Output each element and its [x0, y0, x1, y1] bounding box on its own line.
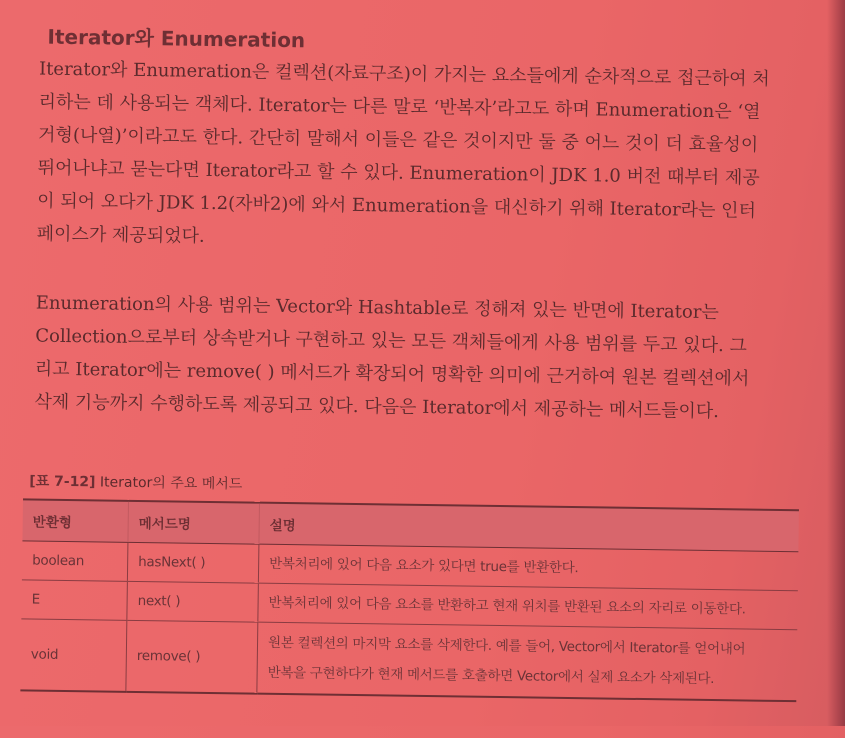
table-caption — [29, 470, 242, 493]
description-line: 반복처리에 있어 다음 요소를 반환하고 현재 위치를 반환된 요소의 자리로 이동한다. — [268, 594, 746, 618]
paragraph-line: Enumeration의 사용 범위는 Vector와 Hashtable로 정해져 있는 반면에 Iterator는 — [35, 292, 719, 324]
header-return-type: 반환형 — [22, 499, 128, 542]
section-title: Iterator와 Enumeration — [47, 24, 306, 53]
cell-return-type: void — [20, 619, 126, 692]
paragraph-line: Collection으로부터 상속받거나 구현하고 있는 모든 객체들에게 사용 범위를 두고 있다. 그 — [35, 325, 748, 357]
cell-method-name: remove( ) — [126, 620, 258, 693]
iterator-methods-table — [20, 498, 799, 702]
paragraph-line: 거형(나열)’이라고도 한다. 간단히 말해서 이들은 같은 것이지만 둘 중 어느 것이 더 효율성이 — [37, 124, 759, 156]
description-line: 반복처리에 있어 다음 요소가 있다면 true를 반환한다. — [269, 555, 579, 577]
paragraph-line: 리고 Iterator에는 remove( ) 메서드가 확장되어 명확한 의미에 근거하여 원본 컬렉션에서 — [34, 358, 750, 390]
table-caption-number: [표 7-12] — [29, 473, 96, 491]
description-line: 원본 컬렉션의 마지막 요소를 삭제한다. 예를 들어, Vector에서 Iterator를 얻어내어 — [267, 634, 746, 658]
paragraph-line: 이 되어 오다가 JDK 1.2(자바2)에 와서 Enumeration을 대신하기 위해 Iterator라는 인터 — [37, 190, 757, 222]
paragraph-line: 리하는 데 사용되는 객체다. Iterator는 다른 말로 ‘반복자’라고도 하며 Enumeration은 ‘열 — [38, 91, 761, 123]
cell-return-type: E — [21, 580, 127, 620]
header-description: 설명 — [259, 503, 799, 552]
cell-method-name: hasNext( ) — [127, 542, 259, 583]
page-edge-shadow — [827, 0, 845, 726]
paragraph-line: 뛰어나냐고 묻는다면 Iterator라고 할 수 있다. Enumeration이 JDK 1.0 버전 때부터 제공 — [37, 157, 760, 189]
paragraph-line: Iterator와 Enumeration은 컬렉션(자료구조)이 가지는 요소들에게 순차적으로 접근하여 처 — [38, 58, 770, 90]
header-method-name: 메서드명 — [128, 501, 260, 544]
paragraph-line: 삭제 기능까지 수행하도록 제공되고 있다. 다음은 Iterator에서 제공하는 메서드들이다. — [34, 391, 720, 423]
table-caption-text: Iterator의 주요 메서드 — [95, 474, 243, 493]
cell-description — [257, 622, 797, 701]
table-row — [20, 619, 797, 701]
cell-return-type: boolean — [22, 541, 128, 581]
paragraph-scope — [34, 287, 796, 430]
description-line: 반복을 구현하다가 현재 메서드를 호출하면 Vector에서 실제 요소가 삭제된다. — [267, 664, 715, 688]
paragraph-line: 페이스가 제공되었다. — [36, 223, 205, 247]
paragraph-intro — [37, 53, 800, 262]
cell-method-name: next( ) — [127, 581, 259, 622]
